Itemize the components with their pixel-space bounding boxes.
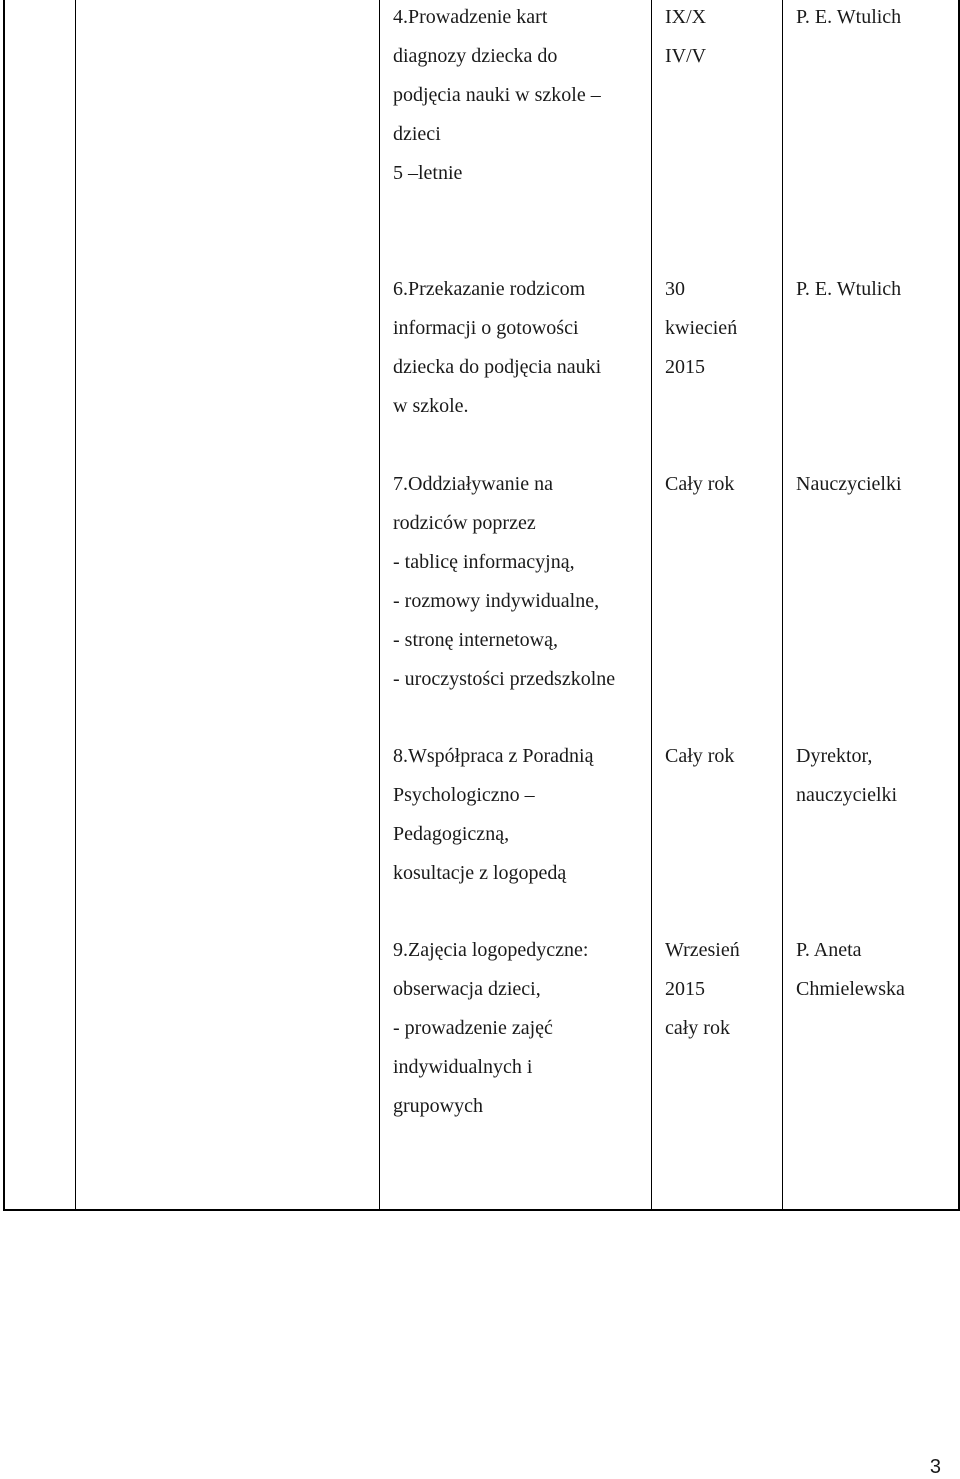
task-line: 8.Współpraca z Poradnią: [393, 745, 594, 767]
task-line: - rozmowy indywidualne,: [393, 590, 600, 612]
person-cell-7: [796, 465, 902, 504]
date-line: 2015: [665, 978, 705, 1000]
task-line: informacji o gotowości: [393, 317, 579, 339]
task-line: rodziców poprzez: [393, 512, 536, 534]
task-line: 5 –letnie: [393, 162, 463, 184]
task-cell-7: [393, 465, 615, 699]
column-divider: [379, 0, 380, 1209]
date-cell-8: [665, 737, 734, 776]
person-line: Dyrektor,: [796, 745, 873, 767]
task-line: 4.Prowadzenie kart: [393, 6, 548, 28]
task-cell-9: [393, 931, 588, 1126]
task-line: diagnozy dziecka do: [393, 45, 558, 67]
person-line: P. E. Wtulich: [796, 6, 902, 28]
date-cell-6: [665, 270, 737, 387]
date-line: Wrzesień: [665, 939, 740, 961]
task-line: indywidualnych i: [393, 1056, 533, 1078]
task-line: kosultacje z logopedą: [393, 862, 567, 884]
task-line: obserwacja dzieci,: [393, 978, 541, 1000]
person-line: Chmielewska: [796, 978, 905, 1000]
person-cell-4: [796, 0, 901, 37]
date-line: cały rok: [665, 1017, 730, 1039]
column-divider: [782, 0, 783, 1209]
task-cell-8: [393, 737, 593, 893]
page-number: 3: [929, 1456, 941, 1478]
task-line: podjęcia nauki w szkole –: [393, 84, 601, 106]
column-divider: [75, 0, 76, 1209]
task-line: - stronę internetową,: [393, 629, 558, 651]
task-line: Psychologiczno –: [393, 784, 535, 806]
task-line: - tablicę informacyjną,: [393, 551, 575, 573]
task-line: Pedagogiczną,: [393, 823, 510, 845]
task-cell-4: [393, 0, 601, 193]
person-cell-9: [796, 931, 905, 1009]
task-line: - prowadzenie zajęć: [393, 1017, 553, 1039]
person-line: Nauczycielki: [796, 473, 902, 495]
date-line: Cały rok: [665, 473, 735, 495]
date-line: Cały rok: [665, 745, 735, 767]
task-line: 7.Oddziaływanie na: [393, 473, 553, 495]
task-line: grupowych: [393, 1095, 483, 1117]
date-cell-4: [665, 0, 706, 76]
task-line: dzieci: [393, 123, 441, 145]
date-line: kwiecień: [665, 317, 738, 339]
person-line: nauczycielki: [796, 784, 898, 806]
date-cell-7: [665, 465, 734, 504]
task-line: - uroczystości przedszkolne: [393, 668, 616, 690]
date-line: 2015: [665, 356, 705, 378]
date-cell-9: [665, 931, 740, 1048]
task-line: w szkole.: [393, 395, 469, 417]
task-cell-6: [393, 270, 601, 426]
task-line: 6.Przekazanie rodzicom: [393, 278, 586, 300]
person-cell-8: [796, 737, 897, 815]
person-line: P. E. Wtulich: [796, 278, 902, 300]
person-cell-6: [796, 270, 901, 309]
column-divider: [651, 0, 652, 1209]
task-line: dziecka do podjęcia nauki: [393, 356, 602, 378]
task-line: 9.Zajęcia logopedyczne:: [393, 939, 589, 961]
date-line: 30: [665, 278, 685, 300]
date-line: IX/X: [665, 6, 707, 28]
date-line: IV/V: [665, 45, 707, 67]
person-line: P. Aneta: [796, 939, 862, 961]
